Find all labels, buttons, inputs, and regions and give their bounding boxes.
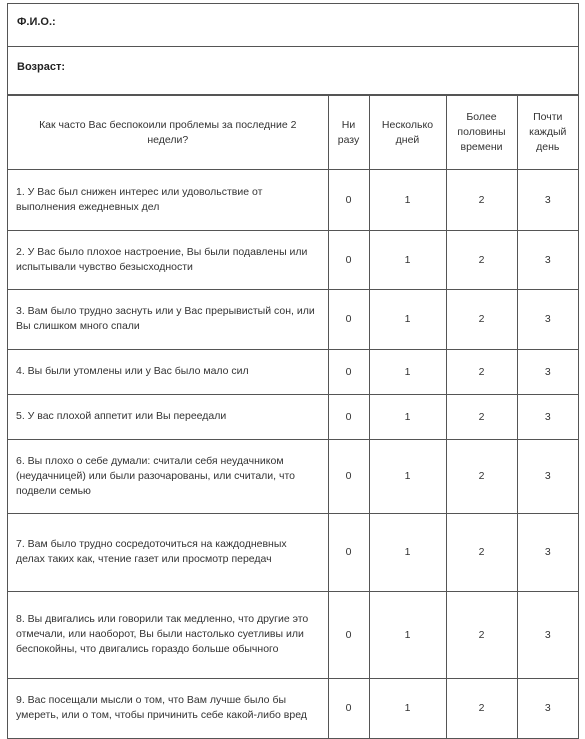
score-cell: 0 xyxy=(328,290,369,350)
score-cell: 3 xyxy=(517,350,578,395)
question-text: 5. У вас плохой аппетит или Вы переедали xyxy=(8,395,328,440)
score-cell: 3 xyxy=(517,592,578,679)
question-text: 7. Вам было трудно сосредоточиться на каждодневных делах таких как, чтение газет или просмотр передач xyxy=(8,514,328,592)
table-row xyxy=(8,350,578,395)
score-cell: 0 xyxy=(328,350,369,395)
score-cell: 2 xyxy=(446,350,517,395)
score-cell: 2 xyxy=(446,440,517,514)
question-text: 4. Вы были утомлены или у Вас было мало сил xyxy=(8,350,328,395)
score-cell: 0 xyxy=(328,440,369,514)
question-text: 3. Вам было трудно заснуть или у Вас прерывистый сон, или Вы слишком много спали xyxy=(8,290,328,350)
score-cell: 3 xyxy=(517,290,578,350)
score-cell: 0 xyxy=(328,514,369,592)
option-header: Почти каждый день xyxy=(517,96,578,170)
score-cell: 2 xyxy=(446,231,517,290)
score-cell: 1 xyxy=(369,514,446,592)
score-cell: 3 xyxy=(517,514,578,592)
score-cell: 1 xyxy=(369,290,446,350)
table-row xyxy=(8,170,578,231)
question-text: 6. Вы плохо о себе думали: считали себя неудачником (неудачницей) или были разочарованы, или считали, что подвели семью xyxy=(8,440,328,514)
score-cell: 3 xyxy=(517,395,578,440)
score-cell: 1 xyxy=(369,350,446,395)
questionnaire-table xyxy=(8,95,578,739)
score-cell: 0 xyxy=(328,592,369,679)
name-label: Ф.И.О.: xyxy=(17,16,56,28)
table-row xyxy=(8,395,578,440)
score-cell: 2 xyxy=(446,290,517,350)
score-cell: 1 xyxy=(369,592,446,679)
score-cell: 0 xyxy=(328,679,369,739)
table-row xyxy=(8,231,578,290)
table-row xyxy=(8,592,578,679)
question-text: 1. У Вас был снижен интерес или удовольствие от выполнения ежедневных дел xyxy=(8,170,328,231)
score-cell: 1 xyxy=(369,170,446,231)
score-cell: 2 xyxy=(446,679,517,739)
question-text: 9. Вас посещали мысли о том, что Вам лучше было бы умереть, или о том, чтобы причинить себе какой-либо вред xyxy=(8,679,328,739)
score-cell: 1 xyxy=(369,231,446,290)
score-cell: 3 xyxy=(517,170,578,231)
score-cell: 2 xyxy=(446,170,517,231)
score-cell: 0 xyxy=(328,395,369,440)
score-cell: 0 xyxy=(328,231,369,290)
score-cell: 3 xyxy=(517,679,578,739)
age-field-row xyxy=(8,47,578,95)
score-cell: 1 xyxy=(369,440,446,514)
score-cell: 3 xyxy=(517,440,578,514)
question-text: 2. У Вас было плохое настроение, Вы были подавлены или испытывали чувство безысходности xyxy=(8,231,328,290)
score-cell: 2 xyxy=(446,514,517,592)
table-row xyxy=(8,440,578,514)
score-cell: 2 xyxy=(446,592,517,679)
name-field-row xyxy=(8,4,578,47)
score-cell: 3 xyxy=(517,231,578,290)
table-row xyxy=(8,679,578,739)
score-cell: 1 xyxy=(369,679,446,739)
table-header-row xyxy=(8,96,578,170)
score-cell: 2 xyxy=(446,395,517,440)
age-label: Возраст: xyxy=(17,61,65,73)
score-cell: 0 xyxy=(328,170,369,231)
table-row xyxy=(8,290,578,350)
option-header: Несколько дней xyxy=(369,96,446,170)
score-cell: 1 xyxy=(369,395,446,440)
question-header: Как часто Вас беспокоили проблемы за последние 2 недели? xyxy=(8,96,328,170)
table-row xyxy=(8,514,578,592)
questionnaire-form xyxy=(7,3,579,739)
option-header: Более половины времени xyxy=(446,96,517,170)
question-text: 8. Вы двигались или говорили так медленно, что другие это отмечали, или наоборот, Вы были настолько суетливы или беспокойны, что двигались гораздо больше обычного xyxy=(8,592,328,679)
option-header: Ни разу xyxy=(328,96,369,170)
